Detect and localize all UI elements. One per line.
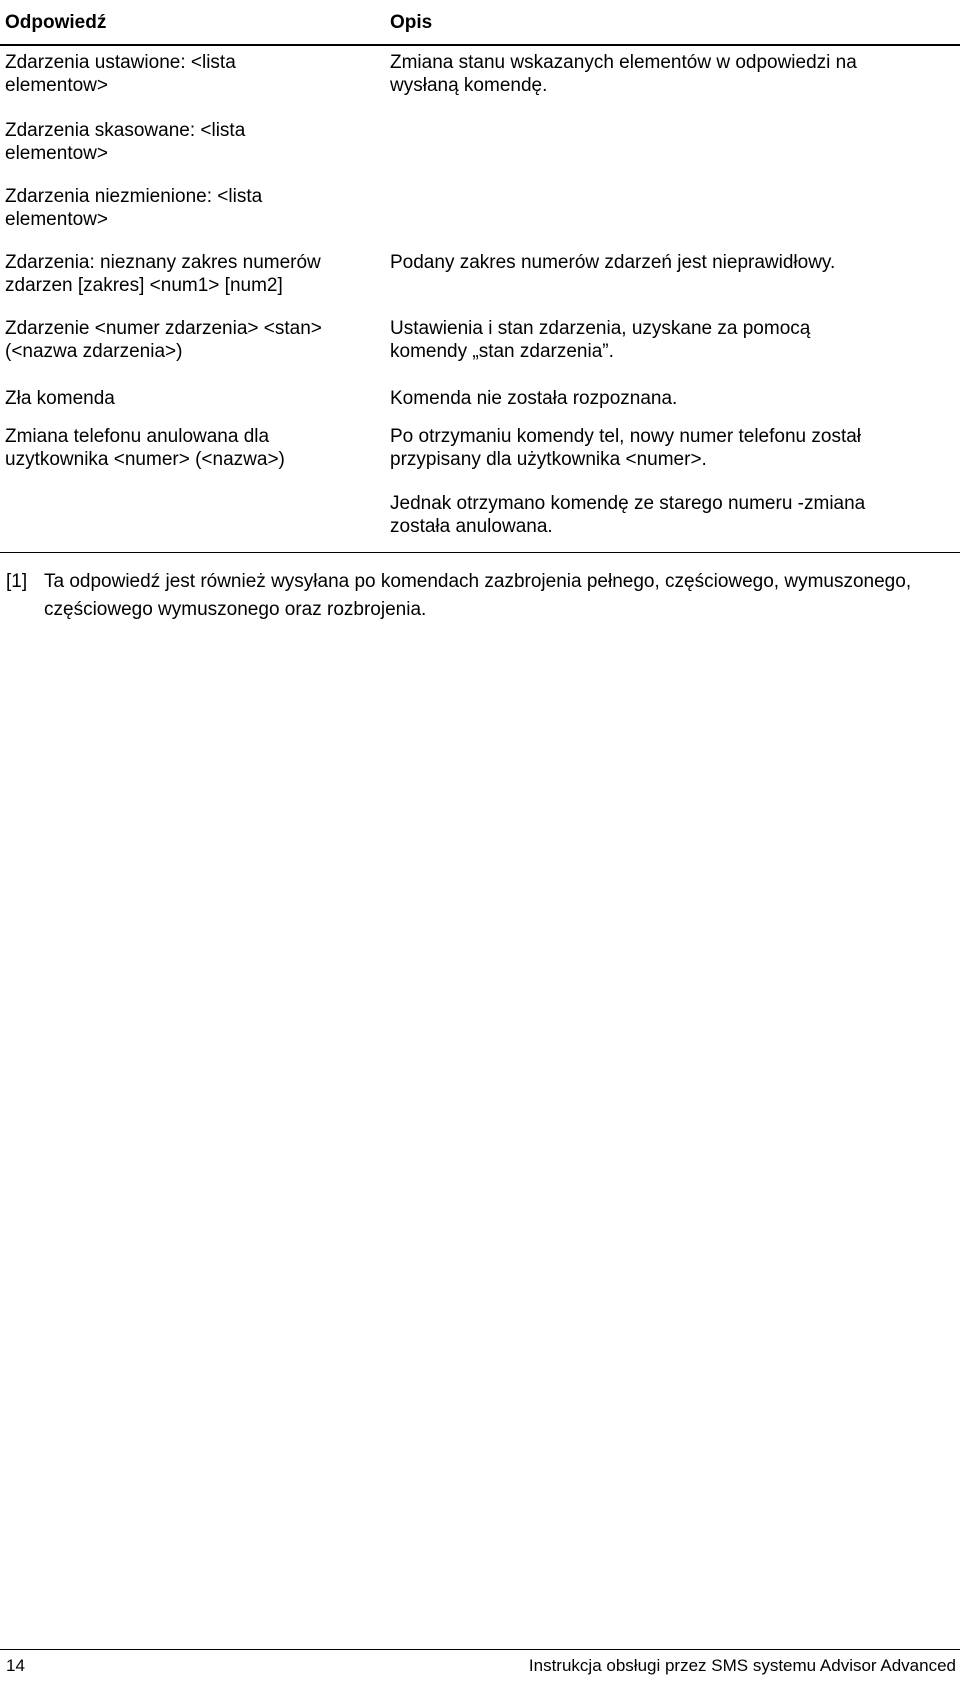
page-number: 14	[6, 1656, 25, 1675]
table-header-row	[0, 0, 960, 45]
row-1-response: Zdarzenia ustawione: <lista elementow>	[5, 52, 236, 96]
row-7-response: Zmiana telefonu anulowana dla uzytkownika <numer> (<nazwa>)	[5, 426, 285, 470]
row-2-response: Zdarzenia skasowane: <lista elementow>	[5, 120, 246, 164]
row-5-response: Zdarzenie <numer zdarzenia> <stan> (<nazwa zdarzenia>)	[5, 318, 322, 362]
row-8-description: Jednak otrzymano komendę ze starego numeru -zmiana została anulowana.	[390, 493, 866, 537]
row-4-response: Zdarzenia: nieznany zakres numerów zdarzen [zakres] <num1> [num2]	[5, 252, 321, 296]
row-7-description: Po otrzymaniu komendy tel, nowy numer telefonu został przypisany dla użytkownika <numer>.	[390, 426, 862, 470]
header-description: Opis	[390, 12, 433, 33]
table-bottom-rule	[0, 552, 960, 553]
row-3-response: Zdarzenia niezmienione: <lista elementow>	[5, 186, 263, 230]
row-1-description: Zmiana stanu wskazanych elementów w odpowiedzi na wysłaną komendę.	[390, 52, 857, 96]
header-response: Odpowiedź	[5, 12, 107, 33]
document-title: Instrukcja obsługi przez SMS systemu Advisor Advanced	[528, 1656, 956, 1675]
row-5-description: Ustawienia i stan zdarzenia, uzyskane za pomocą komendy „stan zdarzenia”.	[390, 318, 811, 362]
footnote-marker: [1]	[6, 571, 28, 592]
page-footer	[0, 1649, 960, 1679]
row-6-description: Komenda nie została rozpoznana.	[390, 388, 678, 409]
footnote-text: Ta odpowiedź jest również wysyłana po komendach zazbrojenia pełnego, częściowego, wymuszonego, częściowego wymuszonego oraz rozbrojenia.	[44, 571, 912, 620]
header-rule	[0, 44, 960, 46]
footer-rule	[0, 1649, 960, 1650]
row-6-response: Zła komenda	[5, 388, 115, 409]
row-4-description: Podany zakres numerów zdarzeń jest nieprawidłowy.	[390, 252, 836, 273]
